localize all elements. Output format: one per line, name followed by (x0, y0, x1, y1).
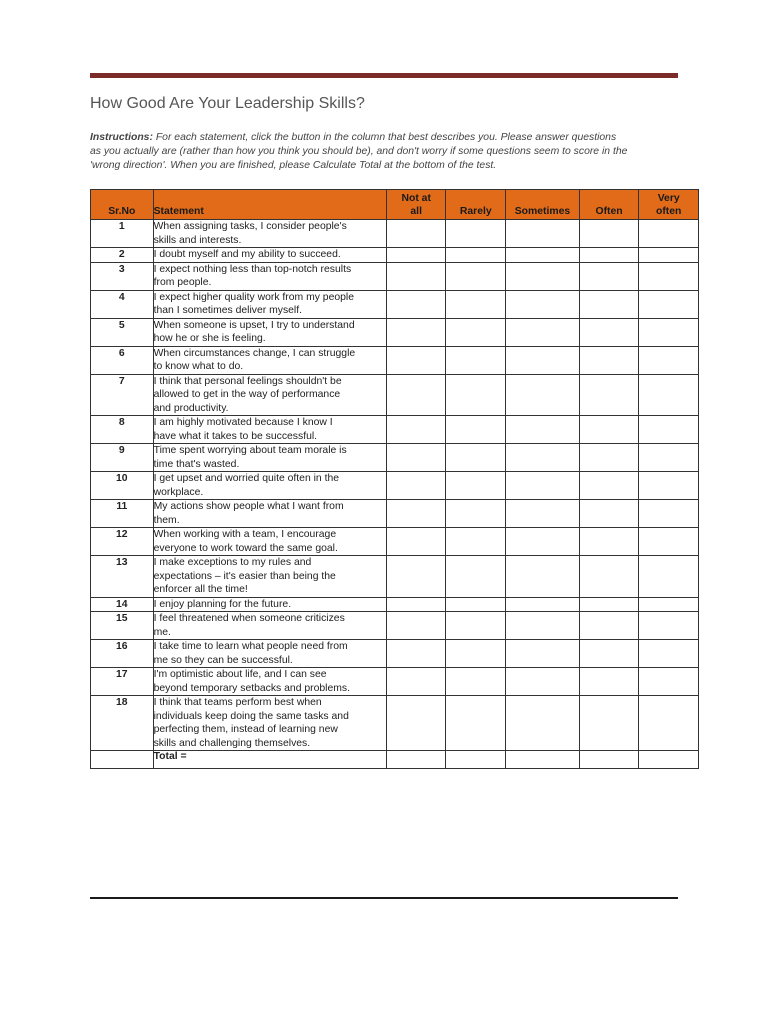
row-number: 15 (91, 612, 154, 640)
statement-line: have what it takes to be successful. (153, 430, 318, 442)
statement-text (153, 416, 386, 444)
statement-line: My actions show people what I want from (153, 501, 344, 512)
row-number: 2 (91, 248, 154, 263)
answer-cell-rarely[interactable] (446, 500, 506, 528)
answer-cell-rarely[interactable] (446, 444, 506, 472)
answer-cell-sometimes[interactable] (506, 528, 580, 556)
header-sometimes: Sometimes (506, 190, 580, 220)
answer-cell-very-often[interactable] (639, 220, 699, 248)
answer-cell-very-often[interactable] (639, 597, 699, 612)
statement-line: When working with a team, I encourage (153, 529, 337, 540)
answer-cell-often[interactable] (579, 346, 639, 374)
statement-line: me. (153, 626, 171, 638)
statement-line: me so they can be successful. (153, 654, 293, 666)
table-header (91, 190, 699, 220)
answer-cell-not-at-all[interactable] (386, 318, 446, 346)
answer-cell-very-often[interactable] (639, 346, 699, 374)
statement-line: I think that personal feelings shouldn't be (153, 375, 342, 387)
answer-cell-very-often[interactable] (639, 262, 699, 290)
table-row (91, 444, 699, 472)
page-title: How Good Are Your Leadership Skills? (90, 95, 365, 112)
statement-text (153, 640, 386, 668)
answer-cell-sometimes[interactable] (506, 318, 580, 346)
answer-cell-not-at-all[interactable] (386, 528, 446, 556)
answer-cell-very-often[interactable] (639, 374, 699, 416)
table-row-total (91, 751, 699, 769)
header-rarely: Rarely (446, 190, 506, 220)
table-row (91, 374, 699, 416)
statement-text (153, 220, 386, 248)
statement-line: them. (153, 514, 180, 526)
answer-cell-sometimes[interactable] (506, 444, 580, 472)
answer-cell-not-at-all[interactable] (386, 220, 446, 248)
answer-cell-very-often[interactable] (639, 500, 699, 528)
statement-line: time that's wasted. (153, 458, 240, 470)
answer-cell-not-at-all[interactable] (386, 612, 446, 640)
answer-cell-very-often[interactable] (639, 640, 699, 668)
row-number: 8 (91, 416, 154, 444)
answer-cell-often[interactable] (579, 472, 639, 500)
table-row (91, 262, 699, 290)
answer-cell-rarely[interactable] (446, 696, 506, 751)
table-row (91, 416, 699, 444)
instructions-label: Instructions: (90, 132, 153, 143)
table-body (91, 220, 699, 769)
row-number: 6 (91, 346, 154, 374)
statement-line: I feel threatened when someone criticizes (153, 613, 345, 624)
answer-cell-not-at-all[interactable] (386, 556, 446, 598)
answer-cell-very-often[interactable] (639, 416, 699, 444)
answer-cell-not-at-all[interactable] (386, 597, 446, 612)
statement-line: I expect nothing less than top-notch results (153, 263, 352, 275)
statement-text (153, 318, 386, 346)
statement-line: skills and challenging themselves. (153, 737, 311, 749)
answer-cell-rarely[interactable] (446, 612, 506, 640)
statement-line: allowed to get in the way of performance (153, 389, 341, 400)
instructions-line: Instructions: For each statement, click the button in the column that best describes you. Please answer questions (90, 132, 617, 143)
table-row (91, 500, 699, 528)
total-number-cell (91, 751, 154, 769)
answer-cell-rarely[interactable] (446, 346, 506, 374)
top-divider (90, 73, 678, 78)
answer-cell-not-at-all[interactable] (386, 668, 446, 696)
answer-cell-sometimes[interactable] (506, 668, 580, 696)
header-statement: Statement (153, 190, 386, 220)
table-row (91, 346, 699, 374)
statement-text (153, 597, 386, 612)
table-row (91, 472, 699, 500)
instructions-line: as you actually are (rather than how you think you should be), and don't worry if some questions seem to score in the (90, 146, 628, 157)
statement-text (153, 696, 386, 751)
statement-line: I am highly motivated because I know I (153, 417, 333, 428)
answer-cell-not-at-all[interactable] (386, 290, 446, 318)
table-row (91, 696, 699, 751)
statement-text (153, 346, 386, 374)
statement-line: from people. (153, 277, 212, 288)
table-row (91, 318, 699, 346)
statement-line: I make exceptions to my rules and (153, 557, 312, 568)
bottom-divider (90, 897, 678, 899)
answer-cell-rarely[interactable] (446, 668, 506, 696)
answer-cell-very-often[interactable] (639, 696, 699, 751)
total-often-cell (579, 751, 639, 769)
row-number: 4 (91, 290, 154, 318)
answer-cell-sometimes[interactable] (506, 612, 580, 640)
answer-cell-rarely[interactable] (446, 290, 506, 318)
statement-text (153, 612, 386, 640)
table-row (91, 612, 699, 640)
answer-cell-often[interactable] (579, 500, 639, 528)
answer-cell-sometimes[interactable] (506, 262, 580, 290)
answer-cell-often[interactable] (579, 318, 639, 346)
statement-line: enforcer all the time! (153, 584, 248, 595)
answer-cell-sometimes[interactable] (506, 500, 580, 528)
answer-cell-often[interactable] (579, 416, 639, 444)
total-label: Total = (153, 751, 386, 769)
statement-text (153, 500, 386, 528)
answer-cell-rarely[interactable] (446, 556, 506, 598)
statement-line: I doubt myself and my ability to succeed. (153, 249, 341, 260)
statement-line: workplace. (153, 486, 204, 498)
answer-cell-sometimes[interactable] (506, 346, 580, 374)
answer-cell-not-at-all[interactable] (386, 444, 446, 472)
table-row (91, 640, 699, 668)
answer-cell-sometimes[interactable] (506, 640, 580, 668)
statement-line: Time spent worrying about team morale is (153, 445, 347, 456)
statement-text (153, 472, 386, 500)
answer-cell-rarely[interactable] (446, 262, 506, 290)
answer-cell-sometimes[interactable] (506, 220, 580, 248)
statement-line: and productivity. (153, 402, 229, 414)
statement-line: beyond temporary setbacks and problems. (153, 682, 350, 694)
answer-cell-rarely[interactable] (446, 416, 506, 444)
answer-cell-often[interactable] (579, 556, 639, 598)
statement-line: perfecting them, instead of learning new (153, 724, 338, 735)
row-number: 7 (91, 374, 154, 416)
answer-cell-very-often[interactable] (639, 528, 699, 556)
statement-line: I'm optimistic about life, and I can see (153, 669, 327, 680)
answer-cell-not-at-all[interactable] (386, 346, 446, 374)
total-not-at-all-cell (386, 751, 446, 769)
answer-cell-sometimes[interactable] (506, 597, 580, 612)
row-number: 13 (91, 556, 154, 598)
answer-cell-often[interactable] (579, 696, 639, 751)
total-sometimes-cell (506, 751, 580, 769)
statement-line: I expect higher quality work from my people (153, 291, 355, 303)
table-row (91, 597, 699, 612)
answer-cell-rarely[interactable] (446, 528, 506, 556)
answer-cell-often[interactable] (579, 640, 639, 668)
answer-cell-not-at-all[interactable] (386, 500, 446, 528)
statement-text (153, 528, 386, 556)
table-row (91, 290, 699, 318)
row-number: 3 (91, 262, 154, 290)
statement-line: I take time to learn what people need from (153, 641, 348, 652)
answer-cell-often[interactable] (579, 444, 639, 472)
answer-cell-sometimes[interactable] (506, 472, 580, 500)
statement-line: how he or she is feeling. (153, 333, 266, 344)
statement-line: expectations – it's easier than being the (153, 570, 336, 582)
header-sr-no: Sr.No (91, 190, 154, 220)
statement-line: When assigning tasks, I consider people's (153, 221, 347, 232)
header-not-at-all: Not at all (386, 190, 446, 220)
statement-line: individuals keep doing the same tasks and (153, 710, 349, 722)
answer-cell-rarely[interactable] (446, 597, 506, 612)
answer-cell-very-often[interactable] (639, 668, 699, 696)
row-number: 1 (91, 220, 154, 248)
answer-cell-sometimes[interactable] (506, 556, 580, 598)
row-number: 9 (91, 444, 154, 472)
table-row (91, 248, 699, 263)
answer-cell-very-often[interactable] (639, 472, 699, 500)
statement-line: I get upset and worried quite often in the (153, 473, 340, 484)
statement-text (153, 262, 386, 290)
answer-cell-very-often[interactable] (639, 556, 699, 598)
answer-cell-rarely[interactable] (446, 374, 506, 416)
answer-cell-often[interactable] (579, 597, 639, 612)
answer-cell-rarely[interactable] (446, 472, 506, 500)
statement-text (153, 374, 386, 416)
answer-cell-not-at-all[interactable] (386, 262, 446, 290)
row-number: 17 (91, 668, 154, 696)
answer-cell-sometimes[interactable] (506, 290, 580, 318)
answer-cell-often[interactable] (579, 248, 639, 263)
table-row (91, 528, 699, 556)
table-row (91, 556, 699, 598)
leadership-quiz-table (90, 189, 699, 769)
answer-cell-rarely[interactable] (446, 248, 506, 263)
row-number: 16 (91, 640, 154, 668)
answer-cell-not-at-all[interactable] (386, 416, 446, 444)
answer-cell-not-at-all[interactable] (386, 472, 446, 500)
total-rarely-cell (446, 751, 506, 769)
answer-cell-often[interactable] (579, 528, 639, 556)
row-number: 5 (91, 318, 154, 346)
row-number: 18 (91, 696, 154, 751)
answer-cell-rarely[interactable] (446, 640, 506, 668)
answer-cell-very-often[interactable] (639, 248, 699, 263)
answer-cell-sometimes[interactable] (506, 374, 580, 416)
answer-cell-rarely[interactable] (446, 318, 506, 346)
statement-line: I think that teams perform best when (153, 697, 322, 708)
answer-cell-often[interactable] (579, 220, 639, 248)
answer-cell-sometimes[interactable] (506, 696, 580, 751)
answer-cell-sometimes[interactable] (506, 248, 580, 263)
answer-cell-very-often[interactable] (639, 318, 699, 346)
statement-text (153, 248, 386, 263)
statement-line: to know what to do. (153, 361, 244, 372)
row-number: 10 (91, 472, 154, 500)
instructions-line: 'wrong direction'. When you are finished, please Calculate Total at the bottom of the test. (90, 160, 497, 171)
answer-cell-very-often[interactable] (639, 444, 699, 472)
answer-cell-often[interactable] (579, 374, 639, 416)
answer-cell-sometimes[interactable] (506, 416, 580, 444)
header-very-often: Very often (639, 190, 699, 220)
statement-text (153, 444, 386, 472)
statement-text (153, 290, 386, 318)
statement-text (153, 668, 386, 696)
header-often: Often (579, 190, 639, 220)
statement-line: everyone to work toward the same goal. (153, 542, 338, 554)
statement-line: When circumstances change, I can struggle (153, 347, 356, 359)
answer-cell-rarely[interactable] (446, 220, 506, 248)
statement-line: skills and interests. (153, 234, 242, 246)
row-number: 14 (91, 597, 154, 612)
answer-cell-very-often[interactable] (639, 290, 699, 318)
answer-cell-often[interactable] (579, 262, 639, 290)
row-number: 12 (91, 528, 154, 556)
answer-cell-often[interactable] (579, 290, 639, 318)
total-very-often-cell (639, 751, 699, 769)
statement-text (153, 556, 386, 598)
answer-cell-not-at-all[interactable] (386, 696, 446, 751)
answer-cell-often[interactable] (579, 668, 639, 696)
statement-line: When someone is upset, I try to understand (153, 319, 355, 331)
table-row (91, 220, 699, 248)
statement-line: than I sometimes deliver myself. (153, 305, 303, 316)
table-row (91, 668, 699, 696)
answer-cell-not-at-all[interactable] (386, 248, 446, 263)
row-number: 11 (91, 500, 154, 528)
answer-cell-very-often[interactable] (639, 612, 699, 640)
answer-cell-not-at-all[interactable] (386, 640, 446, 668)
answer-cell-not-at-all[interactable] (386, 374, 446, 416)
statement-line: I enjoy planning for the future. (153, 598, 292, 610)
instructions-text (90, 131, 690, 173)
answer-cell-often[interactable] (579, 612, 639, 640)
